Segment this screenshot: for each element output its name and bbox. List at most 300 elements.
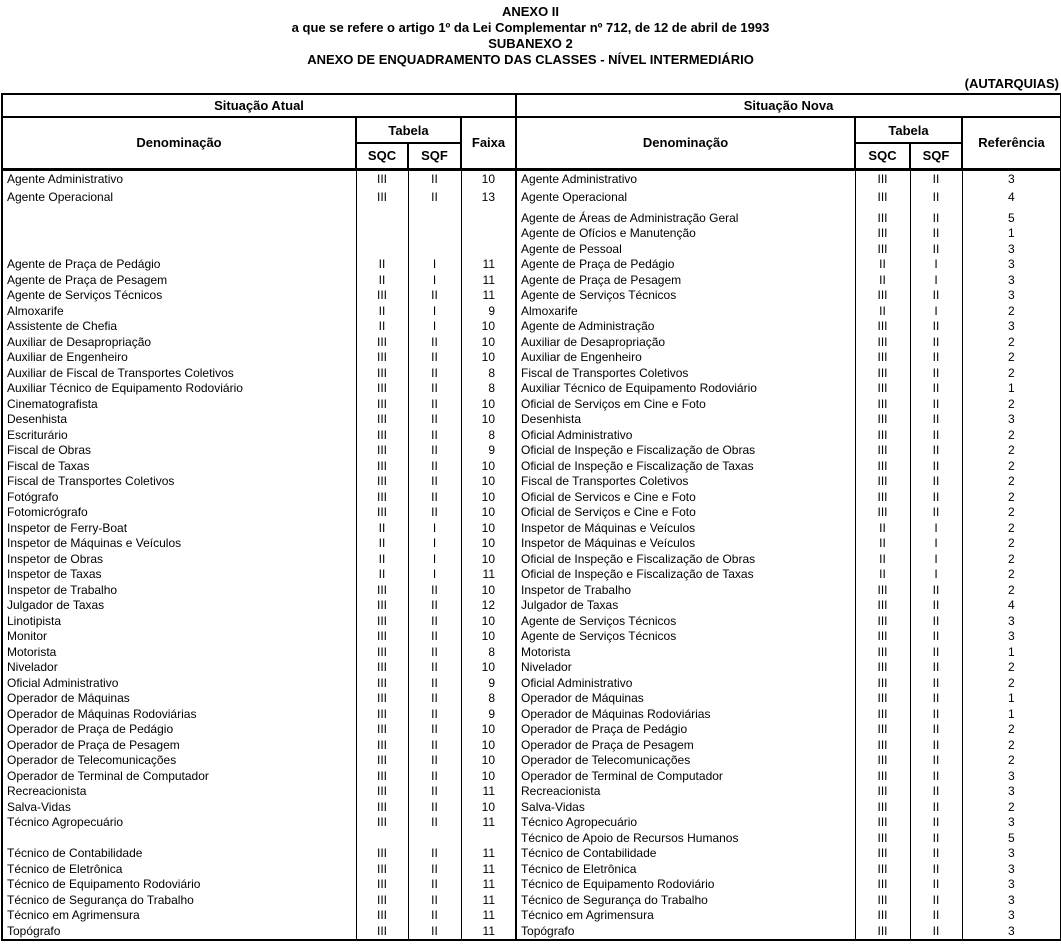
referencia-cell: 3 [962, 924, 1061, 940]
sqf-nova-cell: II [910, 660, 962, 676]
sqf-nova-cell: I [910, 273, 962, 289]
table-row [2, 273, 1061, 289]
denominacao-atual-cell: Técnico de Segurança do Trabalho [2, 893, 356, 909]
denominacao-atual-cell: Fotomicrógrafo [2, 505, 356, 521]
referencia-cell: 2 [962, 304, 1061, 320]
table-row [2, 676, 1061, 692]
sqc-atual-cell: III [356, 366, 408, 382]
denominacao-nova-cell: Almoxarife [516, 304, 855, 320]
table-row [2, 319, 1061, 335]
table-row [2, 536, 1061, 552]
denominacao-nova-cell: Oficial Administrativo [516, 428, 855, 444]
denominacao-atual-cell: Assistente de Chefia [2, 319, 356, 335]
table-row [2, 614, 1061, 630]
faixa-cell: 10 [461, 350, 516, 366]
sqc-nova-cell: III [855, 583, 910, 599]
sqf-atual-cell: II [408, 381, 461, 397]
header-referencia: Referência [962, 117, 1061, 169]
denominacao-atual-cell: Técnico Agropecuário [2, 815, 356, 831]
sqf-nova-cell: II [910, 490, 962, 506]
faixa-cell: 10 [461, 614, 516, 630]
sqf-atual-cell [408, 831, 461, 847]
referencia-cell: 2 [962, 490, 1061, 506]
denominacao-atual-cell: Julgador de Taxas [2, 598, 356, 614]
faixa-cell: 10 [461, 397, 516, 413]
denominacao-nova-cell: Julgador de Taxas [516, 598, 855, 614]
sqf-atual-cell: II [408, 800, 461, 816]
referencia-cell: 2 [962, 722, 1061, 738]
denominacao-nova-cell: Operador de Máquinas Rodoviárias [516, 707, 855, 723]
denominacao-nova-cell: Oficial de Inspeção e Fiscalização de Obras [516, 443, 855, 459]
denominacao-atual-cell: Técnico em Agrimensura [2, 908, 356, 924]
denominacao-nova-cell: Agente de Serviços Técnicos [516, 288, 855, 304]
referencia-cell: 3 [962, 169, 1061, 188]
denominacao-atual-cell: Salva-Vidas [2, 800, 356, 816]
autarquias-note: (AUTARQUIAS) [964, 76, 1059, 91]
table-row [2, 908, 1061, 924]
sqc-atual-cell: III [356, 428, 408, 444]
sqc-nova-cell: II [855, 304, 910, 320]
sqf-atual-cell: II [408, 474, 461, 490]
referencia-cell: 2 [962, 753, 1061, 769]
sqf-atual-cell: II [408, 769, 461, 785]
faixa-cell: 11 [461, 893, 516, 909]
faixa-cell: 12 [461, 598, 516, 614]
sqf-nova-cell: I [910, 552, 962, 568]
sqc-atual-cell: III [356, 924, 408, 940]
referencia-cell: 2 [962, 552, 1061, 568]
faixa-cell: 8 [461, 428, 516, 444]
faixa-cell: 10 [461, 412, 516, 428]
denominacao-nova-cell: Auxiliar Técnico de Equipamento Rodoviário [516, 381, 855, 397]
faixa-cell: 10 [461, 722, 516, 738]
sqf-nova-cell: II [910, 691, 962, 707]
sqf-nova-cell: II [910, 676, 962, 692]
denominacao-atual-cell: Operador de Praça de Pesagem [2, 738, 356, 754]
referencia-cell: 2 [962, 474, 1061, 490]
sqc-nova-cell: III [855, 862, 910, 878]
table-row [2, 188, 1061, 207]
faixa-cell [461, 207, 516, 226]
referencia-cell: 3 [962, 288, 1061, 304]
table-row [2, 893, 1061, 909]
faixa-cell: 10 [461, 474, 516, 490]
sqc-atual-cell [356, 242, 408, 258]
referencia-cell: 3 [962, 319, 1061, 335]
denominacao-nova-cell: Auxiliar de Engenheiro [516, 350, 855, 366]
sqf-nova-cell: II [910, 924, 962, 940]
sqc-nova-cell: III [855, 188, 910, 207]
section-situacao-nova: Situação Nova [516, 94, 1061, 117]
denominacao-nova-cell: Oficial de Servicos e Cine e Foto [516, 490, 855, 506]
sqc-atual-cell: III [356, 877, 408, 893]
denominacao-atual-cell: Almoxarife [2, 304, 356, 320]
sqc-nova-cell: III [855, 614, 910, 630]
sqf-atual-cell: II [408, 583, 461, 599]
referencia-cell: 3 [962, 273, 1061, 289]
sqf-nova-cell: II [910, 815, 962, 831]
sqf-nova-cell: II [910, 335, 962, 351]
table-row [2, 350, 1061, 366]
denominacao-nova-cell: Agente de Serviços Técnicos [516, 629, 855, 645]
sqc-nova-cell: III [855, 877, 910, 893]
column-header-row-1 [2, 117, 1061, 143]
sqf-atual-cell: I [408, 536, 461, 552]
referencia-cell: 5 [962, 831, 1061, 847]
denominacao-nova-cell: Técnico de Apoio de Recursos Humanos [516, 831, 855, 847]
sqc-atual-cell: III [356, 908, 408, 924]
faixa-cell: 13 [461, 188, 516, 207]
denominacao-nova-cell: Agente de Serviços Técnicos [516, 614, 855, 630]
sqc-atual-cell: III [356, 169, 408, 188]
referencia-cell: 3 [962, 784, 1061, 800]
sqf-atual-cell: I [408, 257, 461, 273]
table-row [2, 412, 1061, 428]
sqf-nova-cell: II [910, 614, 962, 630]
annex-title: ANEXO II [501, 4, 560, 19]
sqf-nova-cell: II [910, 908, 962, 924]
section-situacao-atual: Situação Atual [2, 94, 516, 117]
denominacao-nova-cell: Agente Operacional [516, 188, 855, 207]
table-row [2, 552, 1061, 568]
denominacao-atual-cell: Auxiliar de Desapropriação [2, 335, 356, 351]
sqc-nova-cell: III [855, 753, 910, 769]
faixa-cell [461, 226, 516, 242]
sqf-atual-cell: II [408, 862, 461, 878]
sqf-atual-cell: II [408, 490, 461, 506]
sqc-atual-cell: III [356, 583, 408, 599]
table-row [2, 707, 1061, 723]
table-row [2, 691, 1061, 707]
referencia-cell: 2 [962, 583, 1061, 599]
sqf-nova-cell: II [910, 800, 962, 816]
denominacao-atual-cell: Monitor [2, 629, 356, 645]
table-row [2, 207, 1061, 226]
sqc-atual-cell: III [356, 707, 408, 723]
sqc-nova-cell: III [855, 226, 910, 242]
table-row [2, 815, 1061, 831]
sqf-nova-cell: II [910, 769, 962, 785]
sqc-atual-cell: III [356, 598, 408, 614]
sqf-atual-cell: II [408, 738, 461, 754]
sqc-nova-cell: II [855, 567, 910, 583]
sqc-atual-cell: III [356, 645, 408, 661]
faixa-cell: 11 [461, 908, 516, 924]
table-title: ANEXO DE ENQUADRAMENTO DAS CLASSES - NÍVEL INTERMEDIÁRIO [307, 52, 754, 67]
denominacao-atual-cell: Auxiliar Técnico de Equipamento Rodoviário [2, 381, 356, 397]
denominacao-atual-cell: Agente de Praça de Pesagem [2, 273, 356, 289]
sqf-atual-cell: II [408, 707, 461, 723]
referencia-cell: 2 [962, 428, 1061, 444]
sqf-atual-cell: II [408, 784, 461, 800]
sqc-atual-cell: II [356, 273, 408, 289]
faixa-cell: 10 [461, 738, 516, 754]
table-header [2, 94, 1061, 169]
sqc-nova-cell: III [855, 908, 910, 924]
faixa-cell: 10 [461, 629, 516, 645]
sqc-nova-cell: III [855, 924, 910, 940]
sqc-nova-cell: II [855, 273, 910, 289]
sqf-atual-cell: I [408, 319, 461, 335]
enquadramento-table [1, 93, 1061, 941]
sqf-atual-cell: II [408, 350, 461, 366]
denominacao-nova-cell: Motorista [516, 645, 855, 661]
header-tabela-atual: Tabela [356, 117, 461, 143]
sqf-nova-cell: II [910, 846, 962, 862]
sqf-nova-cell: II [910, 753, 962, 769]
faixa-cell: 10 [461, 521, 516, 537]
sqf-nova-cell: II [910, 862, 962, 878]
table-row [2, 800, 1061, 816]
sqf-nova-cell: I [910, 536, 962, 552]
referencia-cell: 2 [962, 443, 1061, 459]
sqc-nova-cell: II [855, 521, 910, 537]
sqf-nova-cell: II [910, 188, 962, 207]
denominacao-nova-cell: Técnico de Eletrônica [516, 862, 855, 878]
table-row [2, 505, 1061, 521]
sqc-nova-cell: III [855, 769, 910, 785]
denominacao-nova-cell: Agente de Ofícios e Manutenção [516, 226, 855, 242]
denominacao-nova-cell: Agente de Áreas de Administração Geral [516, 207, 855, 226]
faixa-cell: 9 [461, 443, 516, 459]
table-row [2, 846, 1061, 862]
sqc-atual-cell: III [356, 800, 408, 816]
sqc-atual-cell [356, 207, 408, 226]
sqf-atual-cell: II [408, 169, 461, 188]
sqc-nova-cell: III [855, 784, 910, 800]
referencia-cell: 2 [962, 676, 1061, 692]
faixa-cell: 11 [461, 862, 516, 878]
sqc-atual-cell [356, 226, 408, 242]
denominacao-nova-cell: Técnico de Contabilidade [516, 846, 855, 862]
sqc-atual-cell: III [356, 474, 408, 490]
denominacao-atual-cell: Técnico de Eletrônica [2, 862, 356, 878]
referencia-cell: 2 [962, 366, 1061, 382]
denominacao-atual-cell [2, 207, 356, 226]
sqc-nova-cell: III [855, 319, 910, 335]
denominacao-atual-cell: Operador de Máquinas Rodoviárias [2, 707, 356, 723]
sqf-nova-cell: I [910, 521, 962, 537]
referencia-cell: 3 [962, 769, 1061, 785]
sqf-atual-cell: II [408, 412, 461, 428]
denominacao-nova-cell: Operador de Praça de Pesagem [516, 738, 855, 754]
sqf-atual-cell [408, 226, 461, 242]
table-row [2, 474, 1061, 490]
header-faixa: Faixa [461, 117, 516, 169]
sqf-nova-cell: II [910, 738, 962, 754]
faixa-cell: 10 [461, 319, 516, 335]
denominacao-nova-cell: Técnico de Equipamento Rodoviário [516, 877, 855, 893]
faixa-cell: 10 [461, 459, 516, 475]
sqf-nova-cell: II [910, 350, 962, 366]
referencia-cell: 1 [962, 645, 1061, 661]
faixa-cell: 11 [461, 567, 516, 583]
referencia-cell: 4 [962, 598, 1061, 614]
sqc-nova-cell: III [855, 893, 910, 909]
table-row [2, 784, 1061, 800]
faixa-cell: 10 [461, 753, 516, 769]
denominacao-atual-cell: Nivelador [2, 660, 356, 676]
table-row [2, 397, 1061, 413]
referencia-cell: 3 [962, 412, 1061, 428]
sqc-nova-cell: III [855, 443, 910, 459]
sqc-nova-cell: III [855, 629, 910, 645]
faixa-cell: 11 [461, 288, 516, 304]
table-row [2, 831, 1061, 847]
denominacao-atual-cell: Desenhista [2, 412, 356, 428]
sqc-nova-cell: III [855, 660, 910, 676]
sqf-atual-cell: II [408, 815, 461, 831]
denominacao-atual-cell: Fiscal de Taxas [2, 459, 356, 475]
sqf-atual-cell: II [408, 366, 461, 382]
denominacao-atual-cell: Agente Administrativo [2, 169, 356, 188]
table-row [2, 381, 1061, 397]
table-row [2, 304, 1061, 320]
sqc-nova-cell: III [855, 846, 910, 862]
denominacao-atual-cell: Inspetor de Taxas [2, 567, 356, 583]
denominacao-atual-cell: Agente de Praça de Pedágio [2, 257, 356, 273]
referencia-cell: 3 [962, 846, 1061, 862]
faixa-cell: 8 [461, 691, 516, 707]
table-row [2, 769, 1061, 785]
sqf-nova-cell: II [910, 784, 962, 800]
denominacao-nova-cell: Nivelador [516, 660, 855, 676]
referencia-cell: 5 [962, 207, 1061, 226]
sqf-nova-cell: II [910, 474, 962, 490]
referencia-cell: 1 [962, 381, 1061, 397]
sqc-atual-cell: III [356, 490, 408, 506]
table-row [2, 257, 1061, 273]
sqc-nova-cell: III [855, 207, 910, 226]
faixa-cell: 10 [461, 505, 516, 521]
sqc-atual-cell: III [356, 660, 408, 676]
sqc-atual-cell: III [356, 412, 408, 428]
faixa-cell: 10 [461, 800, 516, 816]
sqf-nova-cell: II [910, 288, 962, 304]
sqc-nova-cell: II [855, 552, 910, 568]
sqc-atual-cell: II [356, 521, 408, 537]
sqc-atual-cell: III [356, 381, 408, 397]
sqc-atual-cell: II [356, 319, 408, 335]
faixa-cell: 11 [461, 877, 516, 893]
sqc-atual-cell: III [356, 505, 408, 521]
sqf-atual-cell: I [408, 552, 461, 568]
sqf-atual-cell: II [408, 188, 461, 207]
referencia-cell: 3 [962, 908, 1061, 924]
sqc-nova-cell: III [855, 366, 910, 382]
sqf-nova-cell: II [910, 722, 962, 738]
table-row [2, 226, 1061, 242]
sqc-atual-cell: III [356, 397, 408, 413]
sqf-atual-cell: II [408, 846, 461, 862]
sqf-nova-cell: II [910, 242, 962, 258]
referencia-cell: 3 [962, 815, 1061, 831]
sqf-nova-cell: II [910, 443, 962, 459]
denominacao-nova-cell: Oficial de Inspeção e Fiscalização de Taxas [516, 459, 855, 475]
referencia-cell: 3 [962, 257, 1061, 273]
denominacao-nova-cell: Operador de Máquinas [516, 691, 855, 707]
sqc-nova-cell: III [855, 288, 910, 304]
referencia-cell: 3 [962, 862, 1061, 878]
sqc-nova-cell: III [855, 815, 910, 831]
faixa-cell: 11 [461, 846, 516, 862]
sqc-nova-cell: III [855, 505, 910, 521]
table-row [2, 722, 1061, 738]
sqc-nova-cell: III [855, 381, 910, 397]
sqc-nova-cell: III [855, 490, 910, 506]
sqc-atual-cell [356, 831, 408, 847]
header-tabela-nova: Tabela [855, 117, 962, 143]
sqf-atual-cell: II [408, 676, 461, 692]
header-denominacao-atual: Denominação [2, 117, 356, 169]
sqc-atual-cell: III [356, 753, 408, 769]
denominacao-atual-cell [2, 831, 356, 847]
denominacao-atual-cell: Inspetor de Ferry-Boat [2, 521, 356, 537]
denominacao-nova-cell: Agente Administrativo [516, 169, 855, 188]
sqc-nova-cell: III [855, 459, 910, 475]
table-row [2, 366, 1061, 382]
denominacao-nova-cell: Desenhista [516, 412, 855, 428]
referencia-cell: 2 [962, 536, 1061, 552]
denominacao-nova-cell: Oficial de Inspeção e Fiscalização de Obras [516, 552, 855, 568]
faixa-cell: 9 [461, 304, 516, 320]
sqf-atual-cell: I [408, 304, 461, 320]
sqf-atual-cell: II [408, 335, 461, 351]
faixa-cell: 10 [461, 552, 516, 568]
sqc-nova-cell: III [855, 350, 910, 366]
faixa-cell: 9 [461, 676, 516, 692]
sqf-nova-cell: II [910, 505, 962, 521]
denominacao-nova-cell: Inspetor de Máquinas e Veículos [516, 536, 855, 552]
denominacao-nova-cell: Técnico de Segurança do Trabalho [516, 893, 855, 909]
denominacao-nova-cell: Agente de Administração [516, 319, 855, 335]
sqf-nova-cell: II [910, 645, 962, 661]
faixa-cell: 10 [461, 335, 516, 351]
sqc-atual-cell: III [356, 784, 408, 800]
denominacao-atual-cell: Topógrafo [2, 924, 356, 940]
faixa-cell [461, 242, 516, 258]
sqc-atual-cell: II [356, 304, 408, 320]
denominacao-nova-cell: Agente de Pessoal [516, 242, 855, 258]
denominacao-nova-cell: Oficial de Inspeção e Fiscalização de Taxas [516, 567, 855, 583]
sqf-atual-cell: I [408, 567, 461, 583]
table-row [2, 428, 1061, 444]
sqf-atual-cell [408, 207, 461, 226]
referencia-cell: 3 [962, 242, 1061, 258]
referencia-cell: 3 [962, 614, 1061, 630]
sqf-atual-cell: II [408, 629, 461, 645]
denominacao-atual-cell: Inspetor de Obras [2, 552, 356, 568]
denominacao-atual-cell: Agente de Serviços Técnicos [2, 288, 356, 304]
sqf-nova-cell: II [910, 629, 962, 645]
denominacao-atual-cell: Agente Operacional [2, 188, 356, 207]
sqf-atual-cell: II [408, 753, 461, 769]
sqc-nova-cell: III [855, 428, 910, 444]
table-row [2, 443, 1061, 459]
faixa-cell: 10 [461, 490, 516, 506]
referencia-cell: 1 [962, 707, 1061, 723]
faixa-cell: 8 [461, 381, 516, 397]
sqc-nova-cell: III [855, 645, 910, 661]
sqc-atual-cell: III [356, 846, 408, 862]
sqf-nova-cell: I [910, 257, 962, 273]
sqc-nova-cell: III [855, 474, 910, 490]
denominacao-atual-cell: Técnico de Contabilidade [2, 846, 356, 862]
denominacao-nova-cell: Auxiliar de Desapropriação [516, 335, 855, 351]
denominacao-atual-cell: Fiscal de Transportes Coletivos [2, 474, 356, 490]
denominacao-nova-cell: Fiscal de Transportes Coletivos [516, 474, 855, 490]
referencia-cell: 3 [962, 629, 1061, 645]
